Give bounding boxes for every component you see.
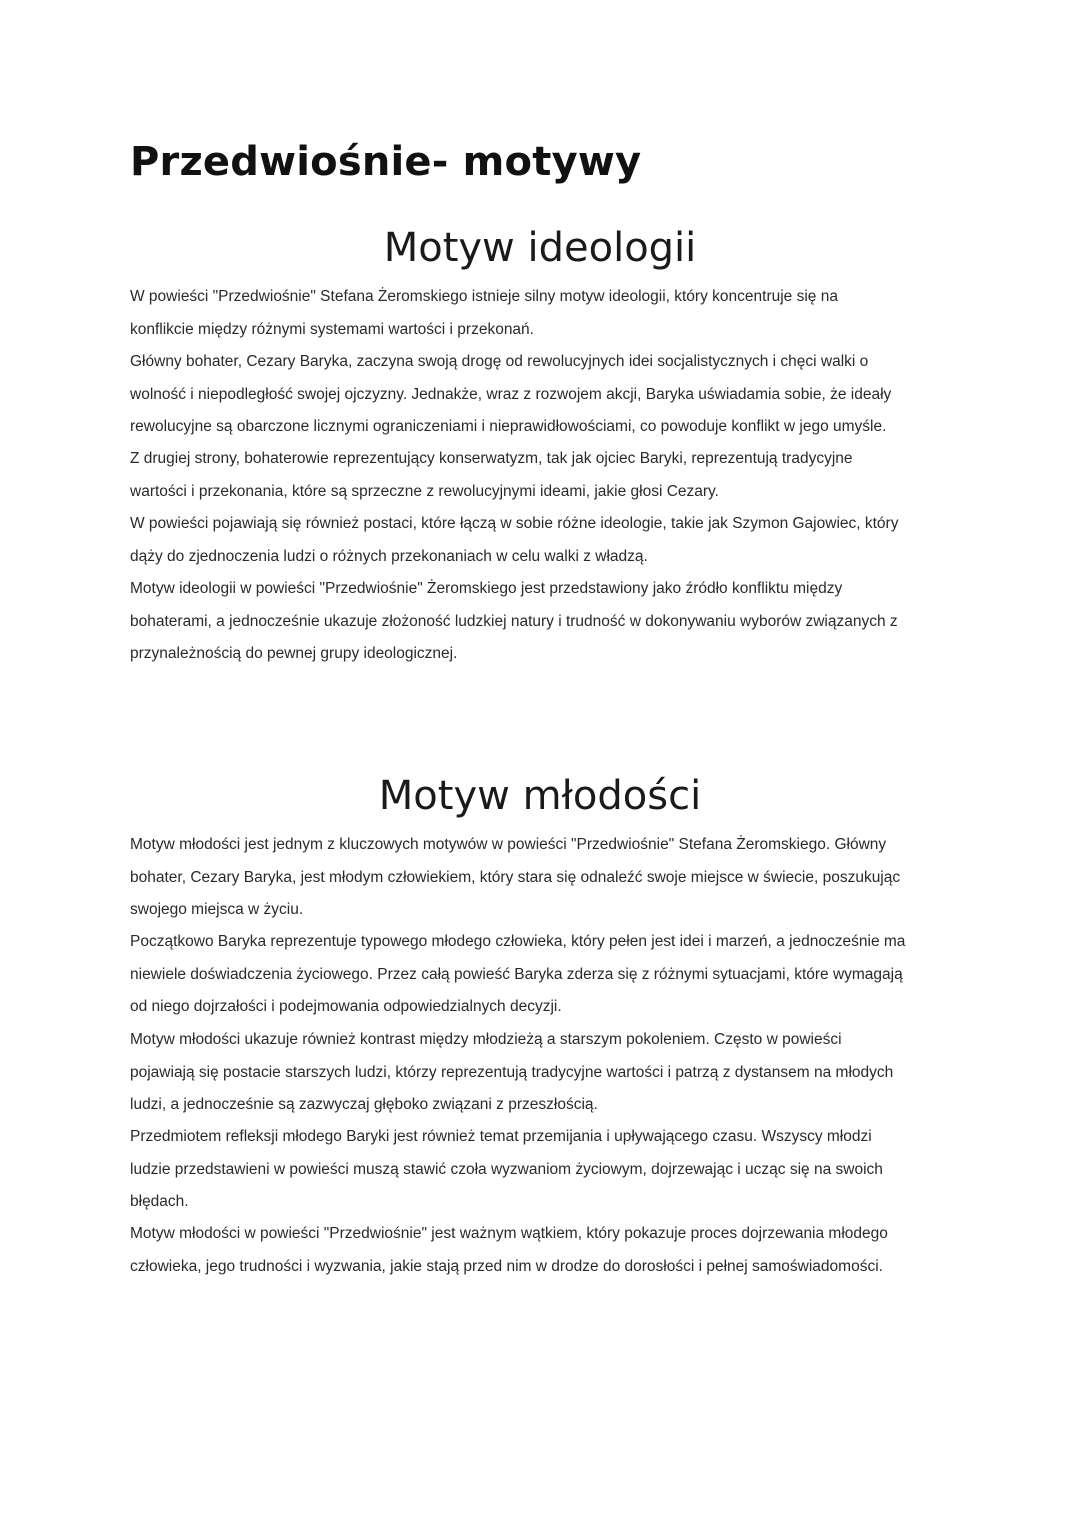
text-line: Motyw młodości w powieści "Przedwiośnie" jest ważnym wątkiem, który pokazuje proces dojrzewania młodego [130, 1225, 888, 1242]
page-title: Przedwiośnie- motywy [130, 139, 642, 185]
text-line: Motyw młodości ukazuje również kontrast między młodzieżą a starszym pokoleniem. Często w powieści [130, 1031, 842, 1048]
text-line: wolność i niepodległość swojej ojczyzny. Jednakże, wraz z rozwojem akcji, Baryka uświadamia sobie, że ideały [130, 385, 892, 403]
paragraph [130, 346, 891, 444]
paragraph [130, 573, 898, 671]
text-line: swojego miejsca w życiu. [130, 901, 304, 918]
text-line: dąży do zjednoczenia ludzi o różnych przekonaniach w celu walki z władzą. [130, 547, 648, 565]
text-line: Przedmiotem refleksji młodego Baryki jest również temat przemijania i upływającego czasu. Wszyscy młodzi [130, 1128, 872, 1145]
text-line: ludzi, a jednocześnie są zazwyczaj głęboko związani z przeszłością. [130, 1096, 598, 1113]
section-heading-ideology: Motyw ideologii [383, 225, 697, 271]
text-line: ludzie przedstawieni w powieści muszą stawić czoła wyzwaniom życiowym, dojrzewając i ucząc się na swoich [130, 1160, 883, 1178]
text-line: wartości i przekonania, które są sprzeczne z rewolucyjnymi ideami, jakie głosi Cezary. [130, 482, 719, 500]
text-line: od niego dojrzałości i podejmowania odpowiedzialnych decyzji. [130, 998, 562, 1015]
paragraph [130, 443, 853, 508]
section-heading-youth: Motyw młodości [378, 773, 702, 819]
text-line: niewiele doświadczenia życiowego. Przez całą powieść Baryka zderza się z różnymi sytuacjami, które wymagają [130, 965, 903, 983]
paragraph [130, 1024, 893, 1122]
text-line: W powieści pojawiają się również postaci, które łączą w sobie różne ideologie, takie jak Szymon Gajowiec, który [130, 515, 899, 532]
paragraph [130, 926, 905, 1024]
text-line: Z drugiej strony, bohaterowie reprezentujący konserwatyzm, tak jak ojciec Baryki, reprezentują tradycyjne [130, 450, 853, 467]
paragraph [130, 1121, 883, 1219]
text-line: bohaterami, a jednocześnie ukazuje złożoność ludzkiej natury i trudność w dokonywaniu wyborów związanych z [130, 612, 898, 630]
text-line: Początkowo Baryka reprezentuje typowego młodego człowieka, który pełen jest idei i marzeń, a jednocześnie ma [130, 933, 906, 950]
text-line: Główny bohater, Cezary Baryka, zaczyna swoją drogę od rewolucyjnych idei socjalistycznych i chęci walki o [130, 353, 869, 370]
text-line: człowieka, jego trudności i wyzwania, jakie stają przed nim w drodze do dorosłości i pełnej samoświadomości. [130, 1257, 883, 1275]
text-line: bohater, Cezary Baryka, jest młodym człowiekiem, który stara się odnaleźć swoje miejsce w świecie, poszukując [130, 868, 901, 886]
text-line: konflikcie między różnymi systemami wartości i przekonań. [130, 320, 534, 338]
text-line: W powieści "Przedwiośnie" Stefana Żeromskiego istnieje silny motyw ideologii, który koncentruje się na [130, 288, 838, 305]
paragraph [130, 829, 900, 927]
text-line: błędach. [130, 1193, 189, 1210]
text-line: Motyw młodości jest jednym z kluczowych motywów w powieści "Przedwiośnie" Stefana Żeromskiego. Główny [130, 836, 887, 853]
paragraph [130, 1218, 888, 1283]
text-line: przynależnością do pewnej grupy ideologicznej. [130, 645, 458, 662]
text-line: Motyw ideologii w powieści "Przedwiośnie" Żeromskiego jest przedstawiony jako źródło konfliktu między [130, 580, 843, 597]
text-line: pojawiają się postacie starszych ludzi, którzy reprezentują tradycyjne wartości i patrzą z dystansem na młodych [130, 1063, 894, 1081]
paragraph [130, 281, 838, 346]
text-line: rewolucyjne są obarczone licznymi ograniczeniami i nieprawidłowościami, co powoduje konflikt w jego umyśle. [130, 418, 887, 435]
paragraph [130, 508, 898, 573]
